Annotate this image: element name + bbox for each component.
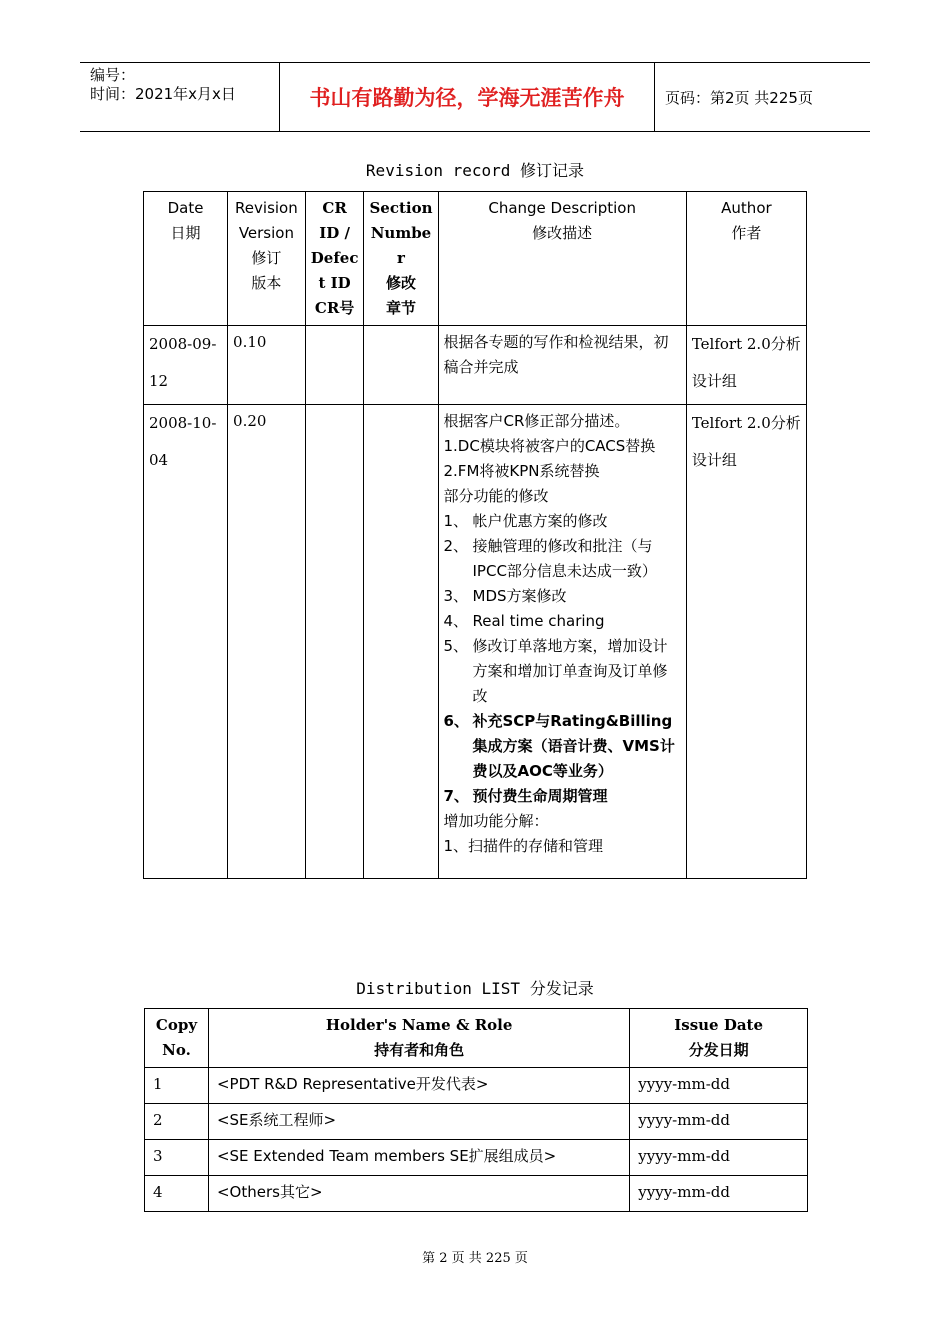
header-motto: 书山有路勤为径，学海无涯苦作舟 [280, 63, 655, 131]
header-text: 修改描述 [532, 224, 593, 242]
header-text: 日期 [170, 224, 201, 242]
revision-table [143, 191, 807, 879]
description-list-item [444, 534, 681, 584]
doc-number-label: 编号： [90, 66, 136, 84]
cell-text: Telfort 2.0分析 [691, 414, 801, 432]
header-text: Numbe [370, 224, 432, 242]
copy-number-cell: 1 [145, 1068, 209, 1104]
description-list-item [444, 709, 681, 784]
revision-section-cell [364, 326, 438, 405]
header-text: Copy [155, 1016, 198, 1034]
cell-text: 04 [149, 451, 169, 469]
list-text: 接触管理的修改和批注（与IPCC部分信息未达成一致） [472, 537, 657, 580]
header-page-info: 页码：第2页 共225页 [665, 88, 813, 107]
distribution-table [144, 1008, 808, 1212]
description-line: 1.DC模块将被客户的CACS替换 [443, 437, 656, 455]
header-text: CR [322, 199, 347, 217]
cell-text: 12 [149, 372, 169, 390]
list-text: 补充SCP与Rating&Billing集成方案（语音计费、VMS计费以及AOC等业务） [472, 712, 675, 780]
header-text: Date [167, 199, 204, 217]
doc-time-label: 时间：2021年x月x日 [90, 85, 236, 103]
issue-date-cell: yyyy-mm-dd [630, 1068, 808, 1104]
header-text: Section [369, 199, 433, 217]
col-cr-header [305, 192, 364, 326]
distribution-row [145, 1068, 808, 1104]
col-copy-header [145, 1009, 209, 1068]
distribution-row [145, 1176, 808, 1212]
header-text: 分发日期 [688, 1041, 749, 1059]
list-number: 3、 [443, 587, 469, 605]
header-meta [80, 63, 280, 131]
distribution-list-title: Distribution LIST 分发记录 [356, 979, 594, 998]
revision-version-cell: 0.20 [228, 405, 306, 879]
header-text: 章节 [385, 299, 416, 317]
list-number: 2、 [443, 537, 469, 555]
revision-header-row [144, 192, 807, 326]
header-text: CR号 [314, 299, 355, 317]
revision-cr-cell [305, 405, 364, 879]
header-text: 作者 [731, 224, 762, 242]
col-section-header [364, 192, 438, 326]
revision-date-cell [144, 405, 228, 879]
revision-author-cell [686, 326, 806, 405]
revision-row [144, 405, 807, 879]
description-line: 2.FM将被KPN系统替换 [443, 462, 600, 480]
distribution-row [145, 1104, 808, 1140]
description-list-item [444, 584, 681, 609]
distribution-row [145, 1140, 808, 1176]
header-text: ID / [319, 224, 350, 242]
list-number: 5、 [443, 637, 469, 655]
col-author-header [686, 192, 806, 326]
header-text: Issue Date [674, 1016, 764, 1034]
description-line: 根据客户CR修正部分描述。 [443, 412, 630, 430]
cell-text: 2008-10- [149, 414, 217, 432]
holder-cell: <SE Extended Team members SE扩展组成员> [208, 1140, 629, 1176]
col-issue-date-header [630, 1009, 808, 1068]
col-holder-header [208, 1009, 629, 1068]
revision-section-cell [364, 405, 438, 879]
list-text: MDS方案修改 [472, 587, 567, 605]
header-text: Revision [235, 199, 298, 217]
revision-description-cell [438, 405, 686, 879]
description-list-item [444, 634, 681, 709]
header-text: 持有者和角色 [374, 1041, 465, 1059]
header-text: 修改 [385, 274, 416, 292]
revision-author-cell [686, 405, 806, 879]
list-text: 预付费生命周期管理 [472, 787, 608, 805]
holder-cell: <SE系统工程师> [208, 1104, 629, 1140]
cell-text: 2008-09- [149, 335, 217, 353]
header-text: 修订 [251, 249, 282, 267]
list-number: 4、 [443, 612, 469, 630]
description-line: 部分功能的修改 [443, 487, 549, 505]
list-text: Real time charing [472, 612, 605, 630]
header-text: Defec [310, 249, 359, 267]
copy-number-cell: 4 [145, 1176, 209, 1212]
holder-cell: <Others其它> [208, 1176, 629, 1212]
header-text: r [397, 249, 405, 267]
issue-date-cell: yyyy-mm-dd [630, 1104, 808, 1140]
list-number: 1、 [443, 512, 469, 530]
description-list-item [444, 509, 681, 534]
header-text: No. [162, 1041, 191, 1059]
description-line: 1、扫描件的存储和管理 [443, 837, 604, 855]
issue-date-cell: yyyy-mm-dd [630, 1140, 808, 1176]
header-text: t ID [318, 274, 351, 292]
revision-row [144, 326, 807, 405]
distribution-header-row [145, 1009, 808, 1068]
revision-version-cell: 0.10 [228, 326, 306, 405]
col-date-header [144, 192, 228, 326]
list-text: 修改订单落地方案，增加设计方案和增加订单查询及订单修改 [472, 637, 668, 705]
revision-cr-cell [305, 326, 364, 405]
header-text: 版本 [251, 274, 282, 292]
cell-text: 设计组 [691, 372, 737, 390]
list-number: 6、 [443, 712, 469, 730]
header-text: Author [721, 199, 772, 217]
cell-text: 设计组 [691, 451, 737, 469]
description-list-item [444, 784, 681, 809]
description-list-item [444, 609, 681, 634]
col-description-header [438, 192, 686, 326]
page-header [80, 62, 870, 132]
holder-cell: <PDT R&D Representative开发代表> [208, 1068, 629, 1104]
list-text: 帐户优惠方案的修改 [472, 512, 608, 530]
list-number: 7、 [443, 787, 469, 805]
col-version-header [228, 192, 306, 326]
page-footer: 第 2 页 共 225 页 [422, 1251, 528, 1266]
revision-date-cell [144, 326, 228, 405]
cell-text: Telfort 2.0分析 [691, 335, 801, 353]
description-line: 增加功能分解： [443, 812, 549, 830]
issue-date-cell: yyyy-mm-dd [630, 1176, 808, 1212]
header-text: Change Description [488, 199, 636, 217]
header-text: Holder's Name & Role [325, 1016, 513, 1034]
header-text: Version [238, 224, 294, 242]
copy-number-cell: 3 [145, 1140, 209, 1176]
copy-number-cell: 2 [145, 1104, 209, 1140]
revision-record-title: Revision record 修订记录 [365, 161, 585, 180]
revision-description-cell: 根据各专题的写作和检视结果，初稿合并完成 [438, 326, 686, 405]
